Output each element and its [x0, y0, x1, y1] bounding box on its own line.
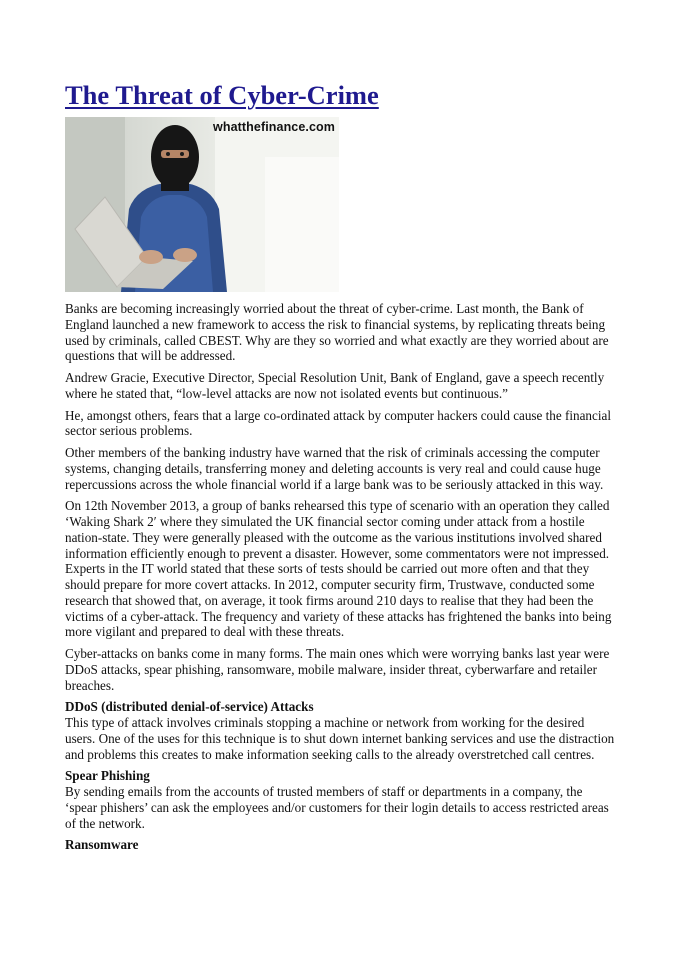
hooded-hacker-icon [65, 117, 339, 292]
paragraph-2: Andrew Gracie, Executive Director, Special Resolution Unit, Bank of England, gave a speech recently where he stated that, “low-level attacks are now not isolated events but continuous.” [65, 370, 605, 401]
section-heading: DDoS (distributed denial-of-service) Attacks [65, 699, 314, 715]
section-body: This type of attack involves criminals stopping a machine or network from working for the desired users. One of the uses for this technique is to shut down internet banking services and use the distraction and problems this creates to make information seeking calls to the already overstretched call centres. [65, 715, 615, 762]
image-watermark: whatthefinance.com [213, 120, 335, 134]
paragraph-5: On 12th November 2013, a group of banks rehearsed this type of scenario with an operation they called ‘Waking Shark 2′ where they simulated the UK financial sector coming under attack from a hostile nation-state. They were generally pleased with the outcome as the various institutions involved shared information efficiently enough to prevent a disaster. However, some commentators were not impressed. Experts in the IT world stated that these sorts of tests should be carried out more often and that they should prepare for more covert attacks. In 2012, computer security firm, Trustwave, conducted some research that showed that, on average, it took firms around 210 days to realise that they had been the victims of a cyber-attack. The frequency and variety of these attacks has frightened the banks into being more vigilant and prepared to deal with these threats. [65, 498, 612, 640]
article-title: The Threat of Cyber-Crime [65, 80, 379, 110]
paragraph-1: Banks are becoming increasingly worried about the threat of cyber-crime. Last month, the Bank of England launched a new framework to access the risk to financial systems, by replicating threats being used by criminals, called CBEST. Why are they so worried and what exactly are they worried about are questions that will be addressed. [65, 301, 609, 364]
section-ransomware [65, 837, 617, 853]
section-body: By sending emails from the accounts of trusted members of staff or departments in a company, the ‘spear phishers’ can ask the employees and/or customers for their login details to access restricted areas of the network. [65, 784, 609, 831]
paragraph-4: Other members of the banking industry have warned that the risk of criminals accessing the computer systems, changing details, transferring money and deleting accounts is very real and could cause huge repercussions across the whole financial world if a large bank was to be seriously attacked in this way. [65, 445, 604, 492]
hero-image [65, 117, 339, 292]
article [65, 78, 617, 859]
paragraph-6: Cyber-attacks on banks come in many forms. The main ones which were worrying banks last year were DDoS attacks, spear phishing, ransomware, mobile malware, insider threat, cyberwarfare and retailer breaches. [65, 646, 610, 693]
section-spear-phishing [65, 768, 617, 831]
paragraph-3: He, amongst others, fears that a large co-ordinated attack by computer hackers could cause the financial sector serious problems. [65, 407, 611, 439]
section-ddos [65, 699, 617, 762]
section-heading: Spear Phishing [65, 768, 150, 784]
section-heading: Ransomware [65, 837, 139, 853]
